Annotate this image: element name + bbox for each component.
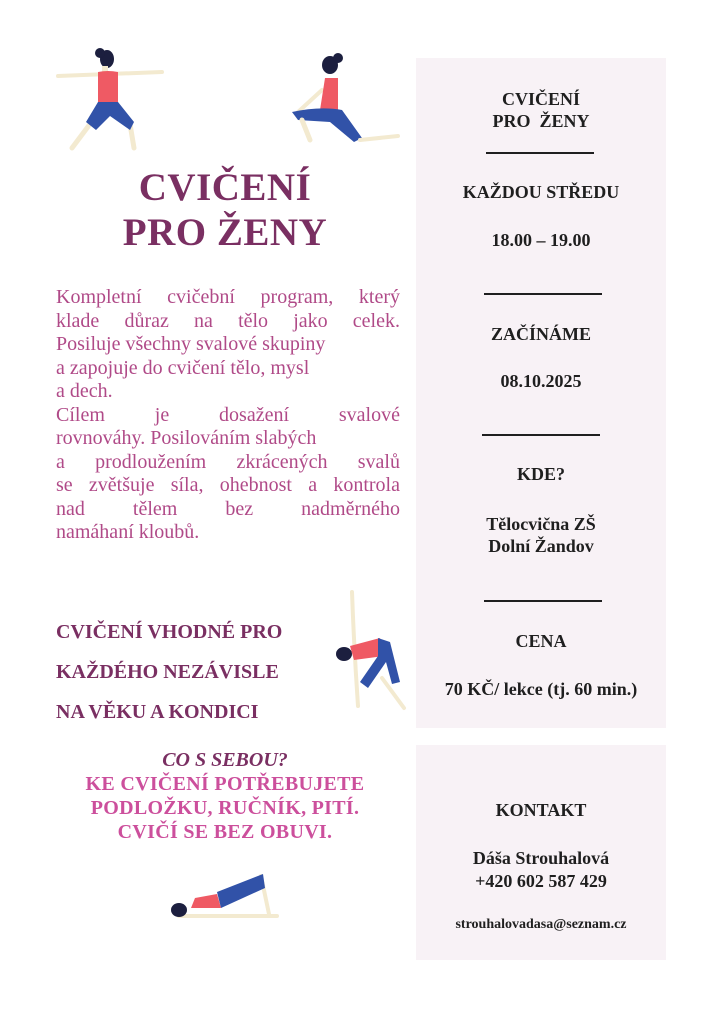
suitable-line: CVIČENÍ VHODNÉ PRO [56,621,283,643]
price-value: 70 KČ/ lekce (tj. 60 min.) [444,679,638,699]
suitable-line: NA VĚKU A KONDICI [56,701,259,723]
divider [484,600,602,602]
divider [486,152,594,154]
panel-title-line: PRO ŽENY [492,111,590,131]
title-line-2: PRO ŽENY [122,211,328,254]
triangle-pose-icon [330,588,410,713]
divider [484,293,602,295]
title-line-1: CVIČENÍ [138,166,312,209]
bring-line: PODLOŽKU, RUČNÍK, PITÍ. [90,797,360,819]
divider [482,434,600,436]
description-line: se zvětšuje síla, ohebnost a kontrola [56,474,400,496]
schedule-day: KAŽDOU STŘEDU [462,182,620,202]
description-line: nad tělem bez nadměrného [56,497,400,520]
contact-phone[interactable]: +420 602 587 429 [475,871,607,891]
description-line: Cílem je dosažení svalové [56,403,400,426]
warrior-pose-icon [50,44,170,154]
bring-question: CO S SEBOU? [162,749,288,771]
page-title [90,165,360,255]
contact-panel [416,745,666,960]
contact-email[interactable]: strouhalovadasa@seznam.cz [455,917,627,932]
schedule-time: 18.00 – 19.00 [491,230,591,250]
description-line: Kompletní cvičební program, který [56,286,400,308]
bring-line: CVIČÍ SE BEZ OBUVI. [117,821,333,843]
info-panel [416,58,666,728]
suitable-line: KAŽDÉHO NEZÁVISLE [56,661,279,683]
description-line: namáhaní kloubů. [56,521,200,543]
address-line: Dolní Žandov [488,536,594,556]
suitable-for-everyone [56,612,346,732]
contact-name: Dáša Strouhalová [472,848,610,868]
description-line: Posiluje všechny svalové skupiny [56,333,326,355]
description-line: a zapojuje do cvičení tělo, mysl [56,356,310,379]
panel-title-line: CVIČENÍ [501,89,580,109]
bring-line: KE CVIČENÍ POTŘEBUJETE [85,773,365,795]
bridge-pose-icon [165,870,280,922]
lunge-pose-icon [290,50,405,150]
description-line: klade důraz na tělo jako celek. [56,309,400,332]
panel-title [416,88,666,132]
where-address [416,513,666,557]
where-label: KDE? [516,464,565,484]
address-line: Tělocvična ZŠ [486,514,596,534]
description-line: a prodloužením zkrácených svalů [56,450,400,473]
start-date: 08.10.2025 [500,371,582,391]
description-line: a dech. [56,380,113,402]
contact-label: KONTAKT [495,800,587,820]
price-label: CENA [515,631,567,651]
what-to-bring [50,748,400,844]
description [56,286,400,545]
start-label: ZAČÍNÁME [490,324,591,344]
description-line: rovnováhy. Posilováním slabých [56,427,317,449]
